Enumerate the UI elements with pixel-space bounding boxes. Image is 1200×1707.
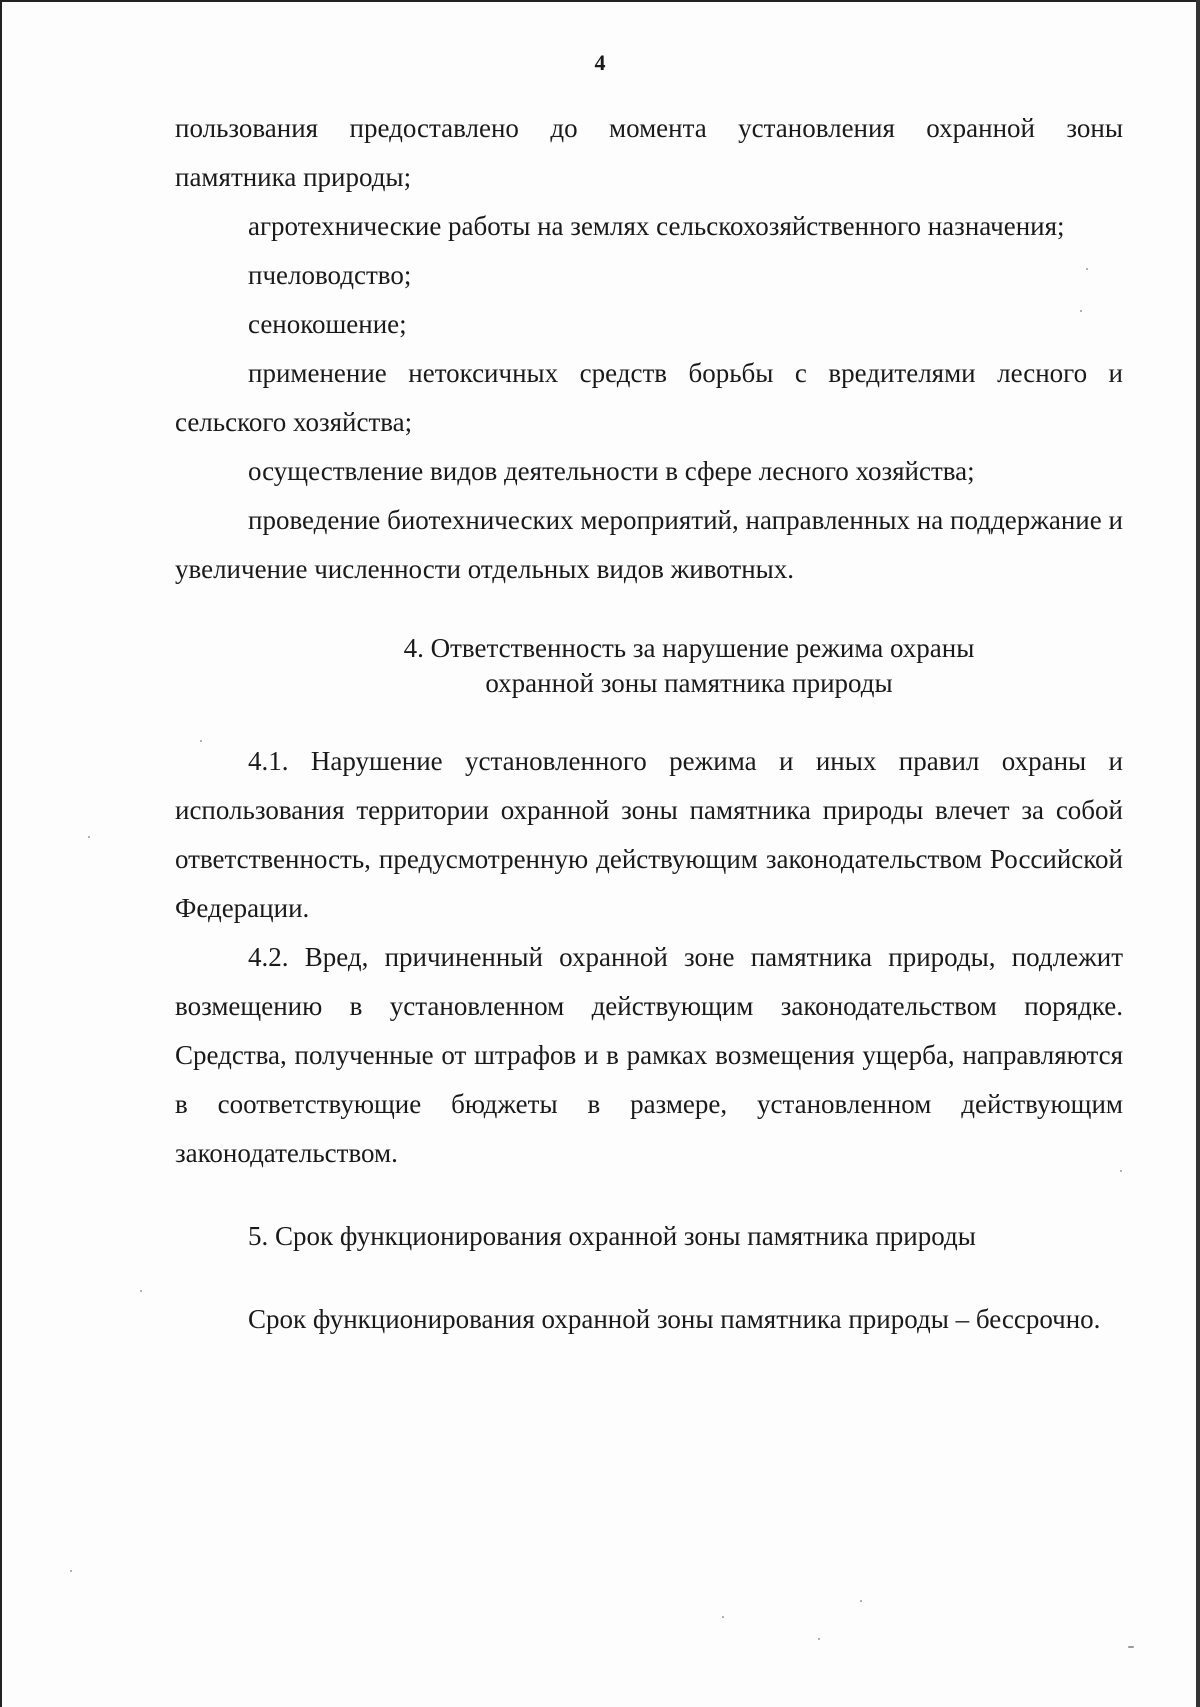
scan-border-right [1196,0,1200,1707]
section-heading-line: 4. Ответственность за нарушение режима охраны [403,633,975,663]
continued-paragraph-line: пользования предоставлено до момента установления охранной зоны [175,113,1123,143]
section-heading-line: охранной зоны памятника природы [485,668,893,698]
scan-border-left [0,0,2,1707]
scan-speck [860,1600,862,1602]
list-item: пчеловодство; [248,260,412,290]
document-body [175,104,1123,1344]
scan-speck [1086,268,1088,270]
section-paragraph: 4.2. Вред, причиненный охранной зоне памятника природы, подлежит возмещению в установленном действующим законодательством порядке. Средства, полученные от штрафов и в рамках возмещения ущерба, направляются в соответствующие бюджеты в размере, установленном действующим законодательством. [175,942,1123,1168]
scan-speck [1120,1170,1122,1172]
continued-paragraph-end: памятника природы; [175,162,412,192]
spacer [175,701,1123,737]
scan-speck [1080,310,1082,312]
section-paragraph: Срок функционирования охранной зоны памятника природы – бессрочно. [248,1304,1101,1334]
spacer [175,1178,1123,1212]
scan-speck [722,1616,724,1618]
section-heading: 5. Срок функционирования охранной зоны памятника природы [248,1221,976,1251]
spacer [175,594,1123,631]
list-item: агротехнические работы на землях сельскохозяйственного назначения; [248,211,1065,241]
page-number: 4 [594,50,606,75]
list-item: применение нетоксичных средств борьбы с вредителями лесного и сельского хозяйства; [175,358,1123,437]
scan-speck [818,1638,820,1640]
scan-speck [88,836,90,838]
list-item: осуществление видов деятельности в сфере лесного хозяйства; [248,456,975,486]
list-item: сенокошение; [248,309,407,339]
scan-speck [140,1290,142,1292]
spacer [175,1261,1123,1295]
scan-speck [1128,1646,1134,1648]
section-paragraph: 4.1. Нарушение установленного режима и иных правил охраны и использования территории охранной зоны памятника природы влечет за собой ответственность, предусмотренную действующим законодательством Российской Федерации. [175,746,1123,923]
list-item: проведение биотехнических мероприятий, направленных на поддержание и увеличение численности отдельных видов животных. [175,505,1123,584]
scan-speck [200,740,202,742]
scan-border-top [0,0,1200,2]
scan-speck [70,1570,72,1572]
